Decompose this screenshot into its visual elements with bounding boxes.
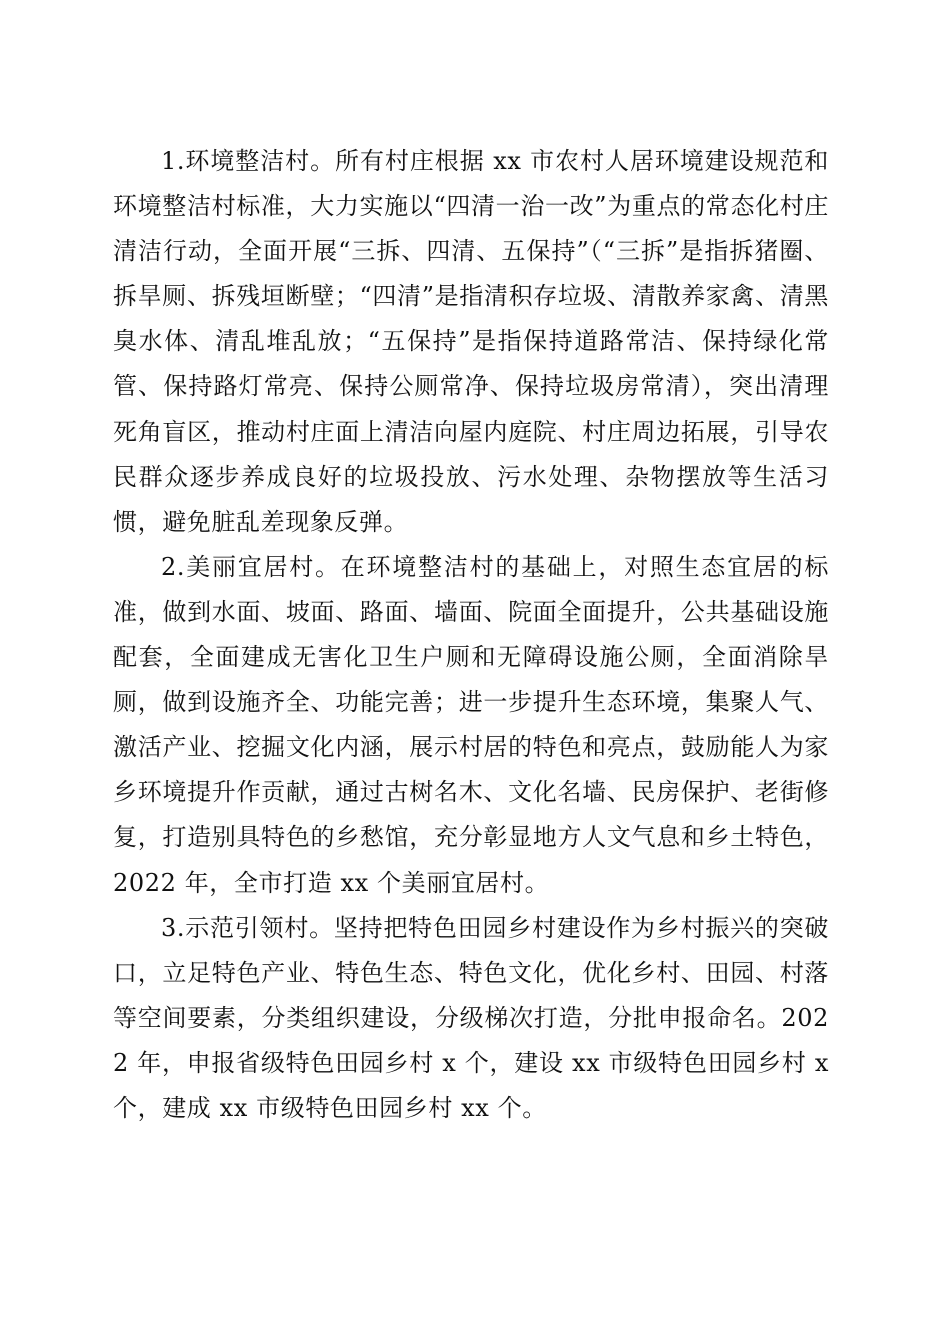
paragraph-environment-clean-village: 1.环境整洁村。所有村庄根据 xx 市农村人居环境建设规范和环境整洁村标准，大力实施以“四清一治一改”为重点的常态化村庄清洁行动，全面开展“三拆、四清、五保持”（“三拆”是指拆猪圈、拆旱厕、拆残垣断壁；“四清”是指清积存垃圾、清散养家禽、清黑臭水体、清乱堆乱放；“五保持”是指保持道路常洁、保持绿化常管、保持路灯常亮、保持公厕常净、保持垃圾房常清），突出清理死角盲区，推动村庄面上清洁向屋内庭院、村庄周边拓展，引导农民群众逐步养成良好的垃圾投放、污水处理、杂物摆放等生活习惯，避免脏乱差现象反弹。 — [113, 147, 829, 536]
document-body — [113, 139, 829, 1131]
paragraph-demonstration-village: 3.示范引领村。坚持把特色田园乡村建设作为乡村振兴的突破口，立足特色产业、特色生态、特色文化，优化乡村、田园、村落等空间要素，分类组织建设，分级梯次打造，分批申报命名。2022 年，申报省级特色田园乡村 x 个，建设 xx 市级特色田园乡村 x 个，建成 xx 市级特色田园乡村 xx 个。 — [113, 913, 829, 1122]
paragraph-beautiful-livable-village: 2.美丽宜居村。在环境整洁村的基础上，对照生态宜居的标准，做到水面、坡面、路面、墙面、院面全面提升，公共基础设施配套，全面建成无害化卫生户厕和无障碍设施公厕，全面消除旱厕，做到设施齐全、功能完善；进一步提升生态环境，集聚人气、激活产业、挖掘文化内涵，展示村居的特色和亮点，鼓励能人为家乡环境提升作贡献，通过古树名木、文化名墙、民房保护、老街修复，打造别具特色的乡愁馆，充分彰显地方人文气息和乡土特色，2022 年，全市打造 xx 个美丽宜居村。 — [113, 552, 829, 897]
